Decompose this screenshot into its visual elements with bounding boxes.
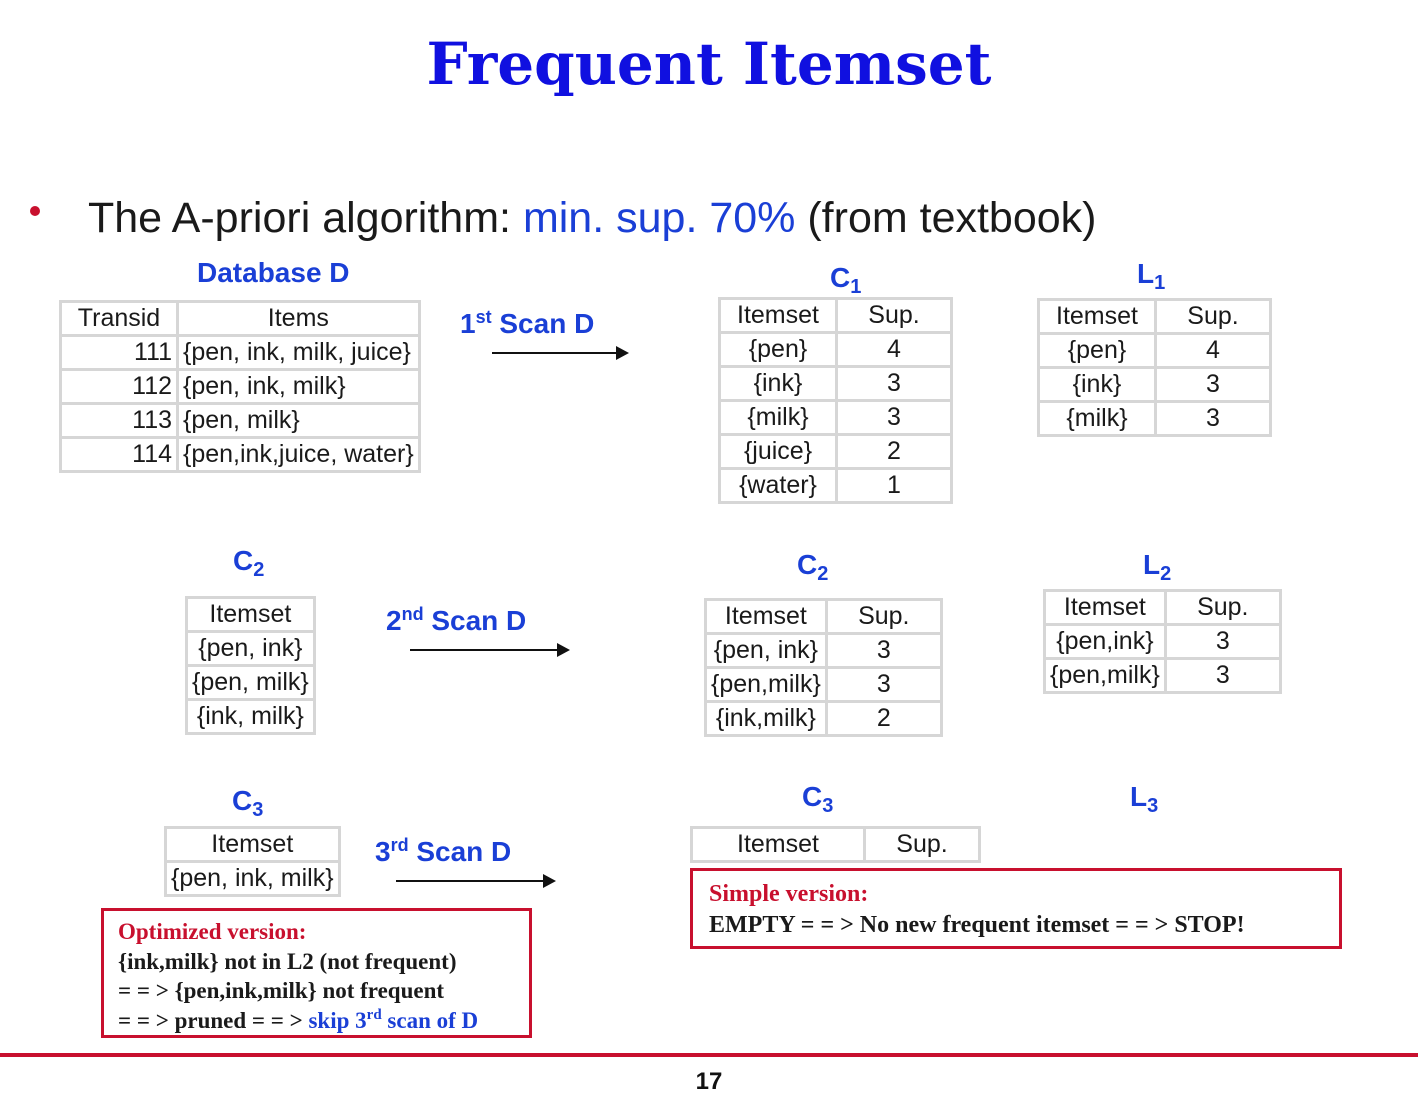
table-row bbox=[706, 668, 942, 702]
table-cell: 2 bbox=[837, 435, 952, 469]
table-row bbox=[720, 401, 952, 435]
table-cell: {pen,milk} bbox=[706, 668, 827, 702]
table-header: Itemset bbox=[166, 828, 340, 862]
table-row bbox=[61, 370, 420, 404]
table-header: Sup. bbox=[837, 299, 952, 333]
table-header: Sup. bbox=[826, 600, 941, 634]
table-header-row bbox=[692, 828, 980, 862]
c2-table bbox=[704, 598, 943, 737]
table-header-row bbox=[706, 600, 942, 634]
simple-line-1: EMPTY = = > No new frequent itemset = = > STOP! bbox=[709, 912, 1245, 938]
table-cell: 3 bbox=[826, 634, 941, 668]
table-header: Sup. bbox=[1156, 300, 1271, 334]
table-header-row bbox=[1045, 591, 1281, 625]
table-row bbox=[61, 336, 420, 370]
table-cell: 111 bbox=[61, 336, 178, 370]
table-row bbox=[166, 862, 340, 896]
table-header-row bbox=[1039, 300, 1271, 334]
scan2-label: 2nd Scan D bbox=[386, 604, 527, 636]
table-header: Itemset bbox=[706, 600, 827, 634]
table-row bbox=[1039, 368, 1271, 402]
table-cell: {milk} bbox=[1039, 402, 1156, 436]
table-cell: {water} bbox=[720, 469, 837, 503]
table-row bbox=[61, 404, 420, 438]
table-cell: {ink} bbox=[1039, 368, 1156, 402]
table-row bbox=[720, 333, 952, 367]
scan3-arrow-icon bbox=[396, 880, 554, 882]
table-cell: 3 bbox=[1165, 625, 1280, 659]
l1-label: $L_1$ bbox=[1137, 258, 1166, 294]
table-cell: 114 bbox=[61, 438, 178, 472]
table-row bbox=[1039, 334, 1271, 368]
c2-left-table bbox=[185, 596, 316, 735]
bullet-prefix: The A-priori algorithm: bbox=[88, 194, 523, 242]
l2-label: $L_2$ bbox=[1143, 549, 1172, 585]
table-cell: 113 bbox=[61, 404, 178, 438]
table-row bbox=[720, 435, 952, 469]
table-header: Itemset bbox=[720, 299, 837, 333]
scan1-label: 1st Scan D bbox=[460, 307, 595, 339]
table-cell: {pen, ink, milk, juice} bbox=[178, 336, 420, 370]
table-cell: 4 bbox=[837, 333, 952, 367]
table-cell: 3 bbox=[837, 401, 952, 435]
scan1-arrow-icon bbox=[492, 352, 627, 354]
table-cell: {pen, milk} bbox=[187, 666, 315, 700]
table-cell: 4 bbox=[1156, 334, 1271, 368]
table-cell: 3 bbox=[1156, 368, 1271, 402]
table-row bbox=[1045, 625, 1281, 659]
table-cell: {pen,ink,juice, water} bbox=[178, 438, 420, 472]
optimized-line-3: = = > pruned = = > skip 3rd scan of D bbox=[118, 1006, 479, 1033]
c2-left-label: $C_2$ bbox=[233, 545, 265, 581]
l2-table bbox=[1043, 589, 1282, 694]
optimized-line-1: {ink,milk} not in L2 (not frequent) bbox=[118, 948, 457, 974]
table-cell: {pen, milk} bbox=[178, 404, 420, 438]
table-row bbox=[720, 469, 952, 503]
table-header: Sup. bbox=[865, 828, 980, 862]
table-header-row bbox=[720, 299, 952, 333]
table-cell: {pen, ink, milk} bbox=[166, 862, 340, 896]
c3-table bbox=[690, 826, 981, 863]
table-cell: {juice} bbox=[720, 435, 837, 469]
table-row bbox=[720, 367, 952, 401]
optimized-version-box bbox=[101, 908, 532, 1038]
table-header: Itemset bbox=[1039, 300, 1156, 334]
table-row bbox=[187, 632, 315, 666]
table-cell: {ink,milk} bbox=[706, 702, 827, 736]
table-header-row bbox=[187, 598, 315, 632]
l1-table bbox=[1037, 298, 1272, 437]
table-cell: {ink, milk} bbox=[187, 700, 315, 734]
slide-title: Frequent Itemset bbox=[426, 30, 992, 98]
table-header: Items bbox=[178, 302, 420, 336]
table-row bbox=[187, 666, 315, 700]
optimized-line-2: = = > {pen,ink,milk} not frequent bbox=[118, 978, 445, 1003]
optimized-heading: Optimized version: bbox=[118, 919, 307, 944]
page-number: 17 bbox=[695, 1068, 723, 1095]
table-cell: 2 bbox=[826, 702, 941, 736]
bullet-dot bbox=[30, 206, 40, 216]
table-row bbox=[1045, 659, 1281, 693]
table-row bbox=[706, 634, 942, 668]
table-cell: {milk} bbox=[720, 401, 837, 435]
table-cell: 1 bbox=[837, 469, 952, 503]
database-label: Database D bbox=[197, 257, 350, 288]
simple-version-box bbox=[690, 868, 1342, 949]
table-cell: 3 bbox=[1156, 402, 1271, 436]
table-row bbox=[187, 700, 315, 734]
c3-label: $C_3$ bbox=[802, 781, 834, 817]
footer-rule bbox=[0, 1053, 1418, 1057]
table-cell: {pen} bbox=[720, 333, 837, 367]
table-header: Itemset bbox=[692, 828, 865, 862]
table-cell: {ink} bbox=[720, 367, 837, 401]
scan2-arrow-icon bbox=[410, 649, 568, 651]
database-table bbox=[59, 300, 421, 473]
table-header: Sup. bbox=[1165, 591, 1280, 625]
table-cell: 112 bbox=[61, 370, 178, 404]
c3-left-table bbox=[164, 826, 341, 897]
table-cell: {pen, ink} bbox=[187, 632, 315, 666]
table-cell: {pen, ink, milk} bbox=[178, 370, 420, 404]
c1-table bbox=[718, 297, 953, 504]
table-header: Itemset bbox=[187, 598, 315, 632]
table-cell: 3 bbox=[837, 367, 952, 401]
table-header: Transid bbox=[61, 302, 178, 336]
table-row bbox=[706, 702, 942, 736]
simple-heading: Simple version: bbox=[709, 881, 869, 907]
scan3-label: 3rd Scan D bbox=[375, 835, 512, 867]
c3-left-label: $C_3$ bbox=[232, 785, 264, 821]
c1-label: $C_1$ bbox=[830, 262, 862, 298]
table-header-row bbox=[166, 828, 340, 862]
table-cell: 3 bbox=[826, 668, 941, 702]
table-cell: {pen,ink} bbox=[1045, 625, 1166, 659]
table-cell: {pen, ink} bbox=[706, 634, 827, 668]
l3-label: $L_3$ bbox=[1130, 781, 1159, 817]
table-cell: 3 bbox=[1165, 659, 1280, 693]
table-row bbox=[1039, 402, 1271, 436]
table-row bbox=[61, 438, 420, 472]
bullet-text bbox=[88, 194, 1097, 243]
table-cell: {pen} bbox=[1039, 334, 1156, 368]
c2-label: $C_2$ bbox=[797, 549, 829, 585]
bullet-suffix: (from textbook) bbox=[795, 194, 1097, 242]
table-header-row bbox=[61, 302, 420, 336]
table-header: Itemset bbox=[1045, 591, 1166, 625]
bullet-highlight: min. sup. 70% bbox=[522, 194, 796, 242]
table-cell: {pen,milk} bbox=[1045, 659, 1166, 693]
